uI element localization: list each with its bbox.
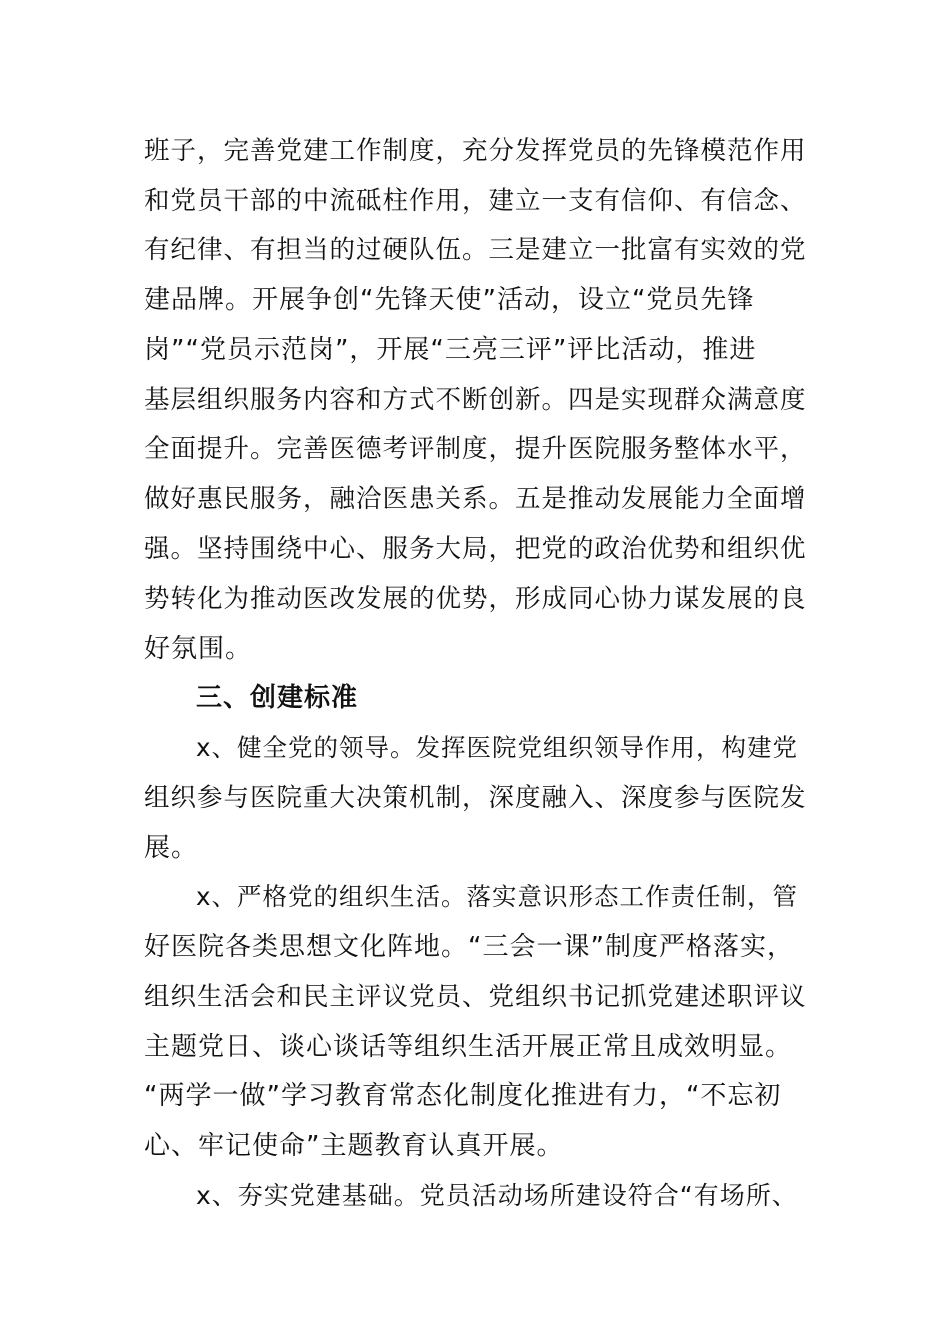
body-text-line: 岗”“党员示范岗”，开展“三亮三评”评比活动，推进 (144, 335, 757, 365)
body-text-line: 和党员干部的中流砥柱作用，建立一支有信仰、有信念、 (144, 186, 807, 216)
body-text-line: 势转化为推动医改发展的优势，形成同心协力谋发展的良 (144, 584, 807, 614)
body-text-line: 心、牢记使命”主题教育认真开展。 (144, 1131, 564, 1161)
body-text-line: x、夯实党建基础。党员活动场所建设符合“有场所、 (196, 1181, 798, 1210)
body-text-line: 有纪律、有担当的过硬队伍。三是建立一批富有实效的党 (144, 235, 807, 265)
body-text-line: x、健全党的领导。发挥医院党组织领导作用，构建党 (196, 733, 798, 762)
body-text-line: 基层组织服务内容和方式不断创新。四是实现群众满意度 (144, 385, 807, 415)
body-text-line: 组织参与医院重大决策机制，深度融入、深度参与医院发 (144, 783, 807, 813)
body-text-line: 好氛围。 (144, 634, 253, 664)
body-text-line: 做好惠民服务，融洽医患关系。五是推动发展能力全面增 (144, 484, 807, 514)
body-text-line: “两学一做”学习教育常态化制度化推进有力，“不忘初 (144, 1081, 782, 1111)
body-text-line: 全面提升。完善医德考评制度，提升医院服务整体水平， (144, 434, 807, 464)
body-text-line: 主题党日、谈心谈话等组织生活开展正常且成效明显。 (144, 1032, 793, 1062)
body-text-line: 建品牌。开展争创“先锋天使”活动，设立“党员先锋 (144, 285, 755, 315)
body-text-line: 组织生活会和民主评议党员、党组织书记抓党建述职评议 (144, 982, 807, 1012)
body-text-line: 展。 (144, 833, 199, 863)
body-text-line: 强。坚持围绕中心、服务大局，把党的政治优势和组织优 (144, 534, 807, 564)
body-text-line: 好医院各类思想文化阵地。“三会一课”制度严格落实， (144, 932, 794, 962)
body-text-line: x、严格党的组织生活。落实意识形态工作责任制，管 (196, 882, 798, 911)
section-heading: 三、创建标准 (196, 683, 359, 713)
body-text-line: 班子，完善党建工作制度，充分发挥党员的先锋模范作用 (144, 136, 807, 166)
